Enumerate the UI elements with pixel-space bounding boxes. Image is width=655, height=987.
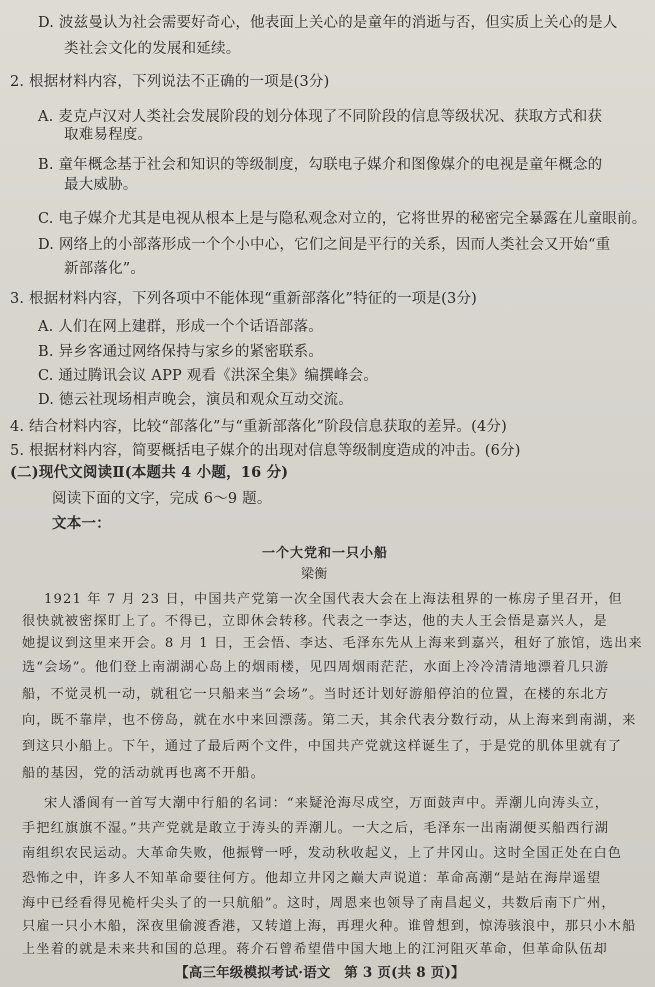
q4: 4. 结合材料内容，比较“部落化”与“重新部落化”阶段信息获取的差异。(4分) [10,419,507,435]
article-line: 1921 年 7 月 23 日，中国共产党第一次全国代表大会在上海法租界的一栋房子里召开，但 [44,592,623,607]
q3-option-a: A. 人们在网上建群，形成一个个话语部落。 [38,319,323,335]
article-line: 船的基因，党的活动就再也离不开船。 [22,766,265,781]
q3-option-d: D. 德云社现场相声晚会，演员和观众互动交流。 [38,392,353,408]
article-line: 手把红旗旗不湿。”共产党就是敢立于涛头的弄潮儿。一大之后，毛泽东一出南湖便买船西行湖 [22,821,610,836]
q2-option-d-line2: 新部落化”。 [64,261,146,277]
q2-option-c: C. 电子媒介尤其是电视从根本上是与隐私观念对立的，它将世界的秘密完全暴露在儿童眼前。 [38,211,647,227]
article-line: 海中已经看得见桅杆尖头了的一只航船”。这时，周恩来也领导了南昌起义，共数后南下广州， [22,896,616,911]
text-one-label: 文本一： [52,515,111,532]
q2-option-d-line1: D. 网络上的小部落形成一个个小中心，它们之间是平行的关系，因而人类社会又开始“重 [38,237,611,253]
article-line: 船，不觉灵机一动，就租它一只船来当“会场”。当时还计划好游船停泊的位置，在楼的东北方 [22,687,610,702]
article-line: 上坐着的就是未来共和国的总理。蒋介石曾希望借中国大地上的江河阻灭革命，但革命队伍却 [22,942,608,957]
section2-instruction: 阅读下面的文字，完成 6～9 题。 [52,491,272,507]
article-author: 梁衡 [301,567,328,582]
page-footer: 【高三年级模拟考试·语文 第 3 页(共 8 页)】 [175,965,465,981]
article-line: 向，既不靠岸，也不傍岛，就在水中来回漂荡。第二天，其余代表分数行动，从上海来到南湖，来 [22,713,637,728]
article-line: 南组织农民运动。大革命失败，他振臂一呼，发动秋收起义，上了井冈山。这时全国正处在白色 [22,846,623,861]
q3-stem: 3. 根据材料内容，下列各项中不能体现“重新部落化”特征的一项是(3分) [10,291,478,307]
article-line: 她提议到这里来开会。8 月 1 日，王会悟、李达、毛泽东先从上海来到嘉兴，租好了旅馆，选出来 [22,636,643,651]
article-line: 宋人潘阆有一首写大潮中行船的名词：“来疑沧海尽成空，万面鼓声中。弄潮儿向涛头立， [44,796,610,811]
section2-heading: (二)现代文阅读Ⅱ(本题共 4 小题，16 分) [10,464,289,481]
q2-stem: 2. 根据材料内容，下列说法不正确的一项是(3分) [10,74,330,90]
article-line: 到这只小船上。下午，通过了最后两个文件，中国共产党就这样诞生了，于是党的肌体里就有了 [22,739,623,754]
q2-option-b-line2: 最大威胁。 [64,177,138,193]
q3-option-b: B. 异乡客通过网络保持与家乡的紧密联系。 [38,344,324,360]
article-line: 很快就被密探盯上了。不得已，立即休会转移。代表之一李达，他的夫人王会悟是嘉兴人，是 [22,614,608,629]
q3-option-c: C. 通过腾讯会议 APP 观看《洪深全集》编撰峰会。 [38,368,378,384]
q2-option-a-line1: A. 麦克卢汉对人类社会发展阶段的划分体现了不同阶段的信息等级状况、获取方式和获 [38,109,603,125]
q2-option-a-line2: 取难易程度。 [64,127,153,143]
article-line: 恐怖之中，许多人不知革命要往何方。他却立井冈之巅大声说道：革命高潮“是站在海岸遥望 [22,871,602,886]
article-title: 一个大党和一只小船 [262,546,389,561]
q2-option-b-line1: B. 童年概念基于社会和知识的等级制度，勾联电子媒介和图像媒介的电视是童年概念的 [38,157,603,173]
q1-option-d-line2: 类社会文化的发展和延续。 [64,41,241,57]
q5: 5. 根据材料内容，简要概括电子媒介的出现对信息等级制度造成的冲击。(6分) [10,443,521,459]
q1-option-d-line1: D. 波兹曼认为社会需要好奇心，他表面上关心的是童年的消逝与否，但实质上关心的是人 [38,15,618,31]
article-line: 只雇一只小木船，深夜里偷渡香港，又转道上海，再理火种。谁曾想到，惊涛骇浪中，那只小木船 [22,919,637,934]
article-line: 选“会场”。他们登上南湖湖心岛上的烟雨楼，见四周烟雨茫茫，水面上冷冷清清地漂着几只游 [22,660,610,675]
